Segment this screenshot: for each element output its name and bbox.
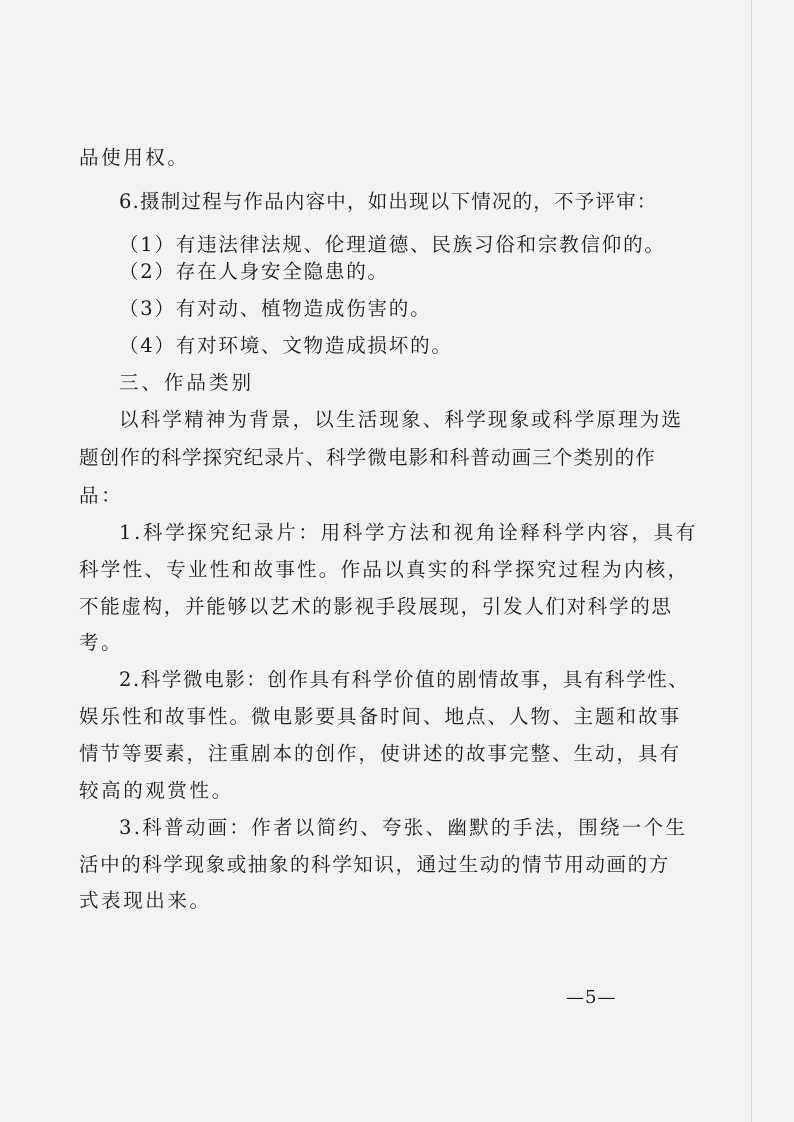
text-line-11: 1.科学探究纪录片：用科学方法和视角诠释科学内容，具有 xyxy=(119,521,699,544)
text-line-19: 3.科普动画：作者以简约、夸张、幽默的手法，围绕一个生 xyxy=(119,816,688,839)
text-line-2: 6.摄制过程与作品内容中，如出现以下情况的，不予评审： xyxy=(119,190,658,213)
text-line-9: 题创作的科学探究纪录片、科学微电影和科普动画三个类别的作 xyxy=(79,446,656,469)
text-line-15: 2.科学微电影：创作具有科学价值的剧情故事，具有科学性、 xyxy=(119,668,690,691)
text-line-16: 娱乐性和故事性。微电影要具备时间、地点、人物、主题和故事 xyxy=(79,705,682,728)
text-line-18: 较高的观赏性。 xyxy=(79,779,234,802)
text-line-8: 以科学精神为背景，以生活现象、科学现象或科学原理为选 xyxy=(119,408,684,431)
text-line-5: （3）有对动、植物造成伤害的。 xyxy=(119,297,432,320)
text-line-3: （1）有违法律法规、伦理道德、民族习俗和宗教信仰的。 xyxy=(119,233,666,256)
text-line-13: 不能虚构，并能够以艺术的影视手段展现，引发人们对科学的思 xyxy=(79,595,673,618)
text-line-10: 品： xyxy=(79,484,124,507)
text-line-17: 情节等要素，注重剧本的创作，使讲述的故事完整、生动，具有 xyxy=(79,742,682,765)
text-line-14: 考。 xyxy=(79,631,124,654)
section-heading: 三、作品类别 xyxy=(119,371,255,394)
text-line-21: 式表现出来。 xyxy=(79,889,212,912)
text-line-6: （4）有对环境、文物造成损坏的。 xyxy=(119,334,453,357)
text-line-1: 品使用权。 xyxy=(79,146,190,169)
text-line-4: （2）存在人身安全隐患的。 xyxy=(119,260,389,283)
text-line-12: 科学性、专业性和故事性。作品以真实的科学探究过程为内核， xyxy=(79,558,690,581)
text-line-20: 活中的科学现象或抽象的科学知识，通过生动的情节用动画的方 xyxy=(79,853,670,876)
page-number: —5— xyxy=(566,987,617,1008)
page-edge-divider xyxy=(751,0,752,1122)
